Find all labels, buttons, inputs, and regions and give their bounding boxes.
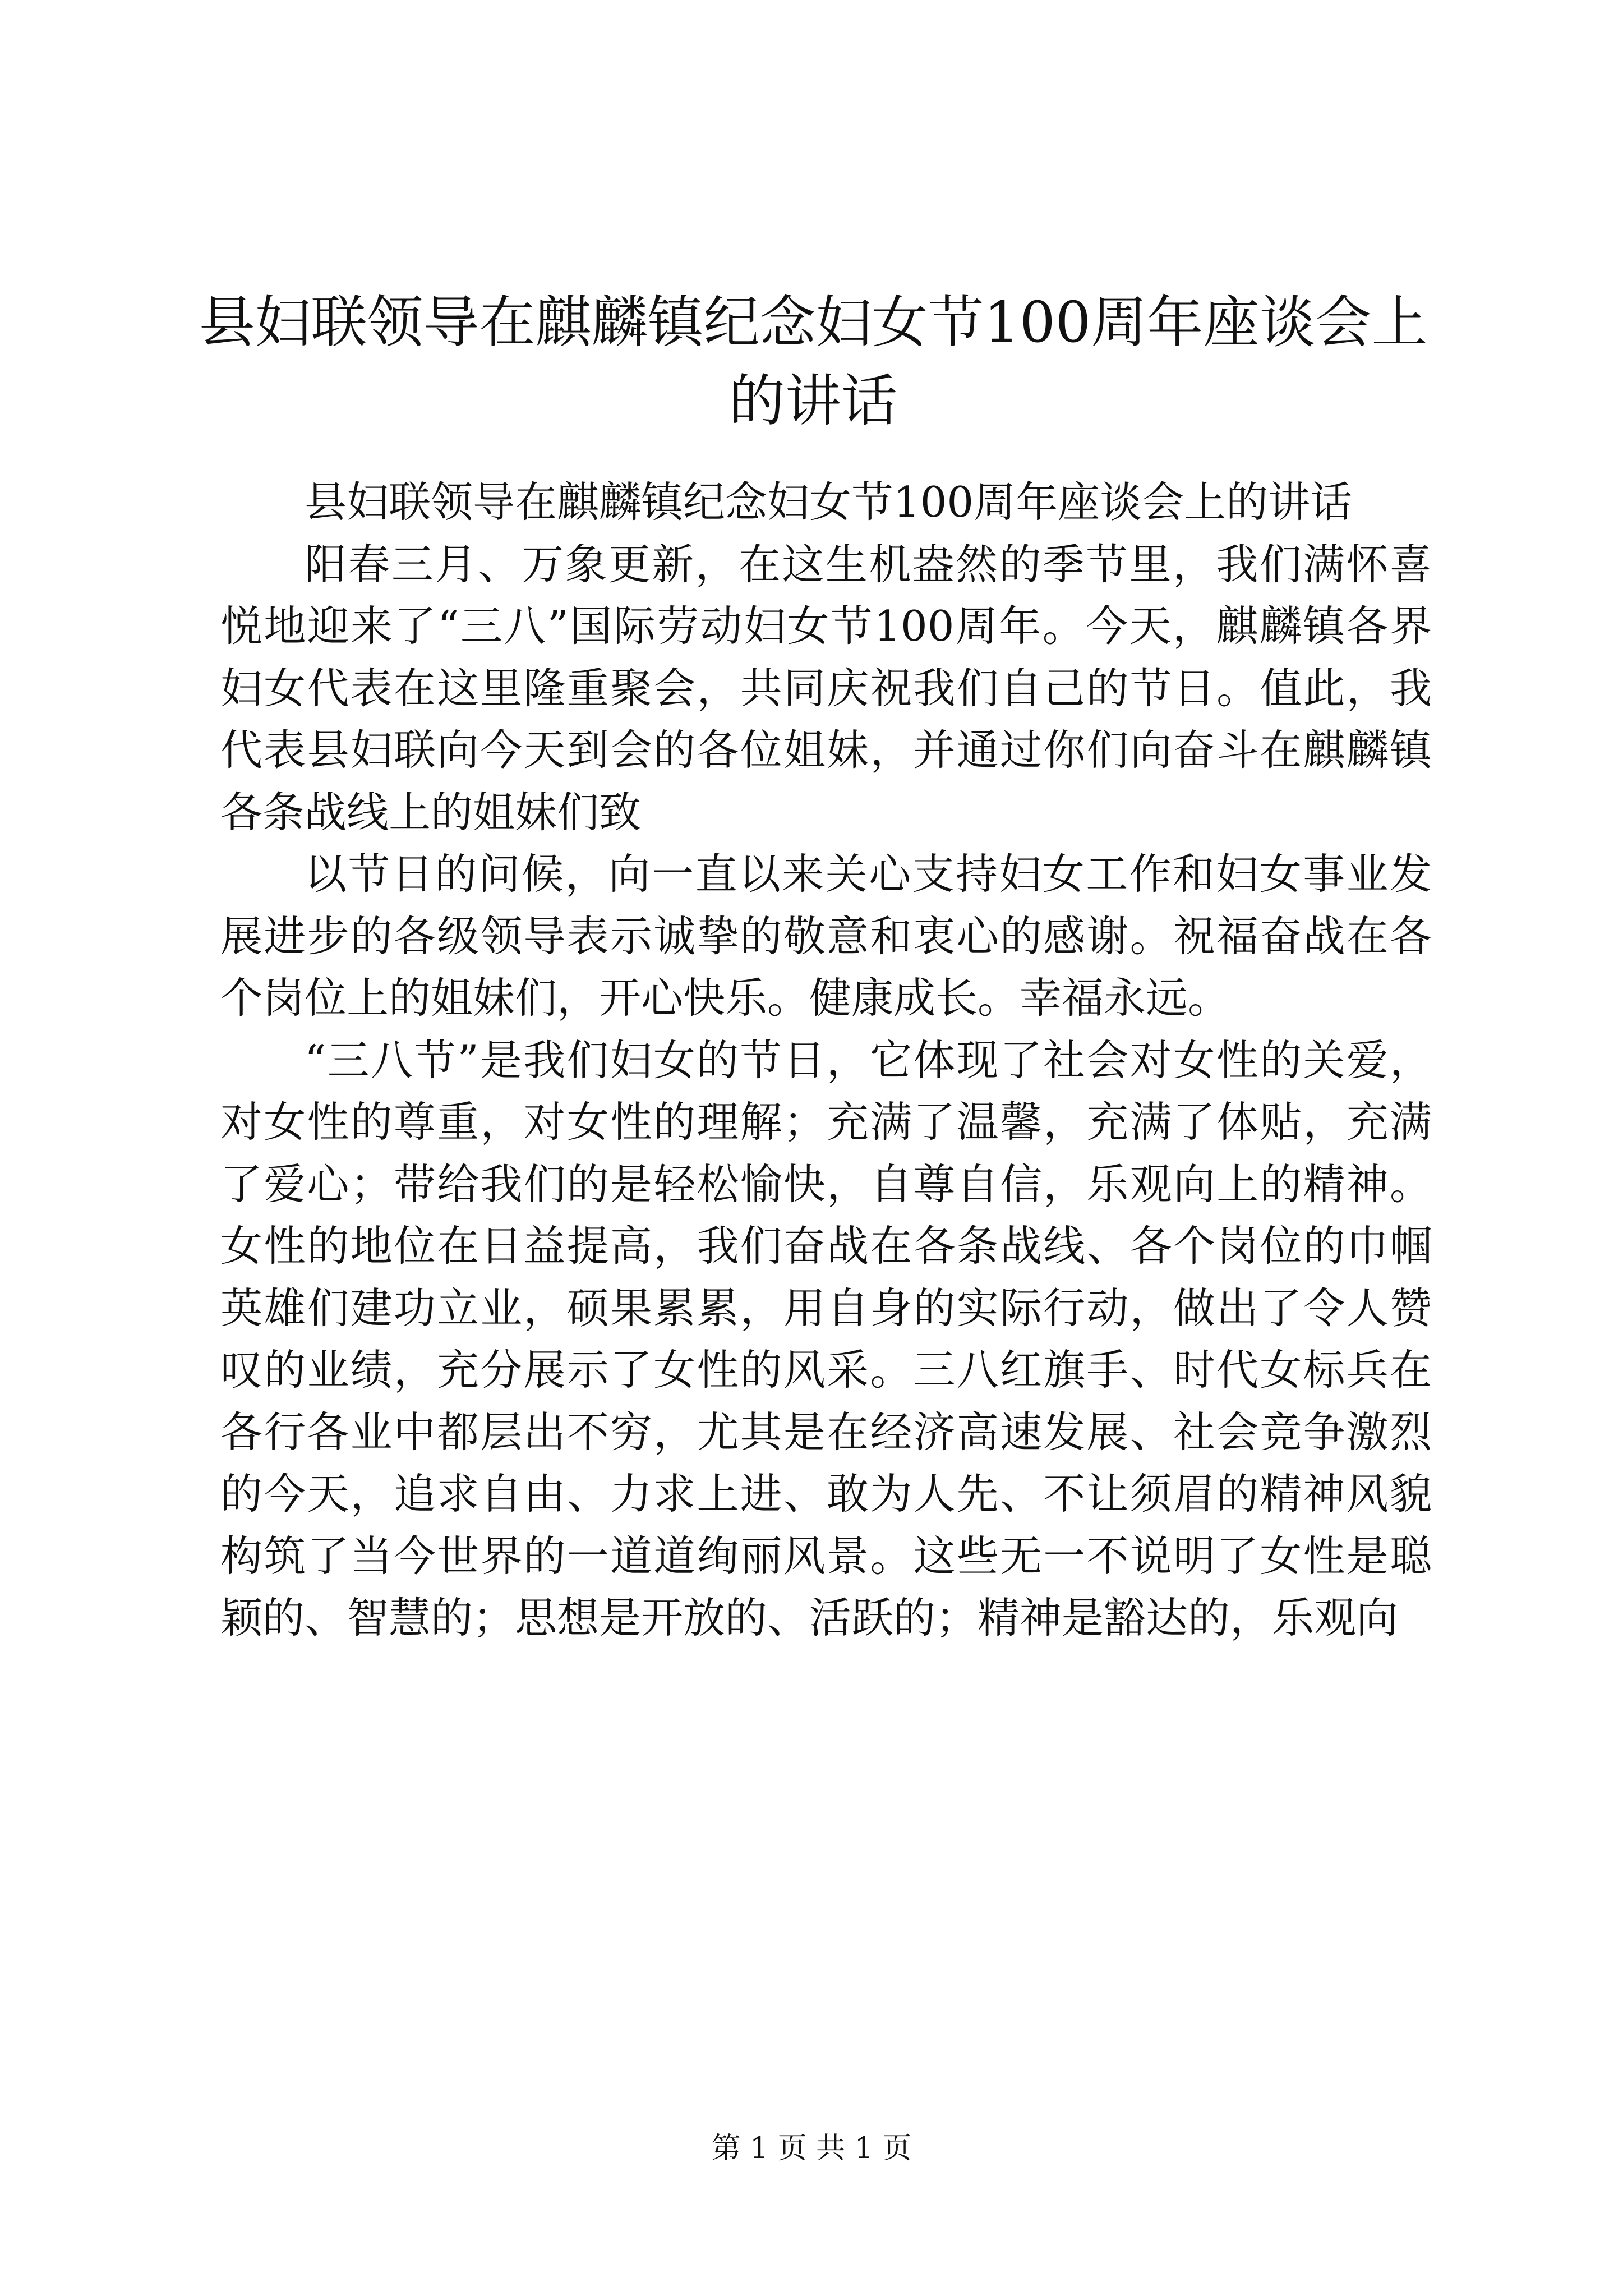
paragraph-3: 以节日的问候，向一直以来关心支持妇女工作和妇女事业发展进步的各级领导表示诚挚的敬意和衷心的感谢。祝福奋战在各个岗位上的姐妹们，开心快乐。健康成长。幸福永远。 <box>220 849 1432 1023</box>
paragraph-4: “三八节”是我们妇女的节日，它体现了社会对女性的关爱，对女性的尊重，对女性的理解；充满了温馨，充满了体贴，充满了爱心；带给我们的是轻松愉快，自尊自信，乐观向上的精神。女性的地位在日益提高，我们奋战在各条战线、各个岗位的巾帼英雄们建功立业，硕果累累，用自身的实际行动，做出了令人赞叹的业绩，充分展示了女性的风采。三八红旗手、时代女标兵在各行各业中都层出不穷，尤其是在经济高速发展、社会竞争激烈的今天，追求自由、力求上进、敢为人先、不让须眉的精神风貌构筑了当今世界的一道道绚丽风景。这些无一不说明了女性是聪颖的、智慧的；思想是开放的、活跃的；精神是豁达的，乐观向 <box>220 1035 1432 1642</box>
page-footer: 第 1 页 共 1 页 <box>711 2132 912 2165</box>
paragraph-2: 阳春三月、万象更新，在这生机盎然的季节里，我们满怀喜悦地迎来了“三八”国际劳动妇女节100周年。今天，麒麟镇各界妇女代表在这里隆重聚会，共同庆祝我们自己的节日。值此，我代表县妇联向今天到会的各位姐妹，并通过你们向奋斗在麒麟镇各条战线上的姐妹们致 <box>220 539 1432 837</box>
document-title: 县妇联领导在麒麟镇纪念妇女节100周年座谈会上的讲话 <box>199 289 1428 434</box>
document-body <box>220 471 1432 1649</box>
paragraph-1: 县妇联领导在麒麟镇纪念妇女节100周年座谈会上的讲话 <box>305 477 1353 527</box>
